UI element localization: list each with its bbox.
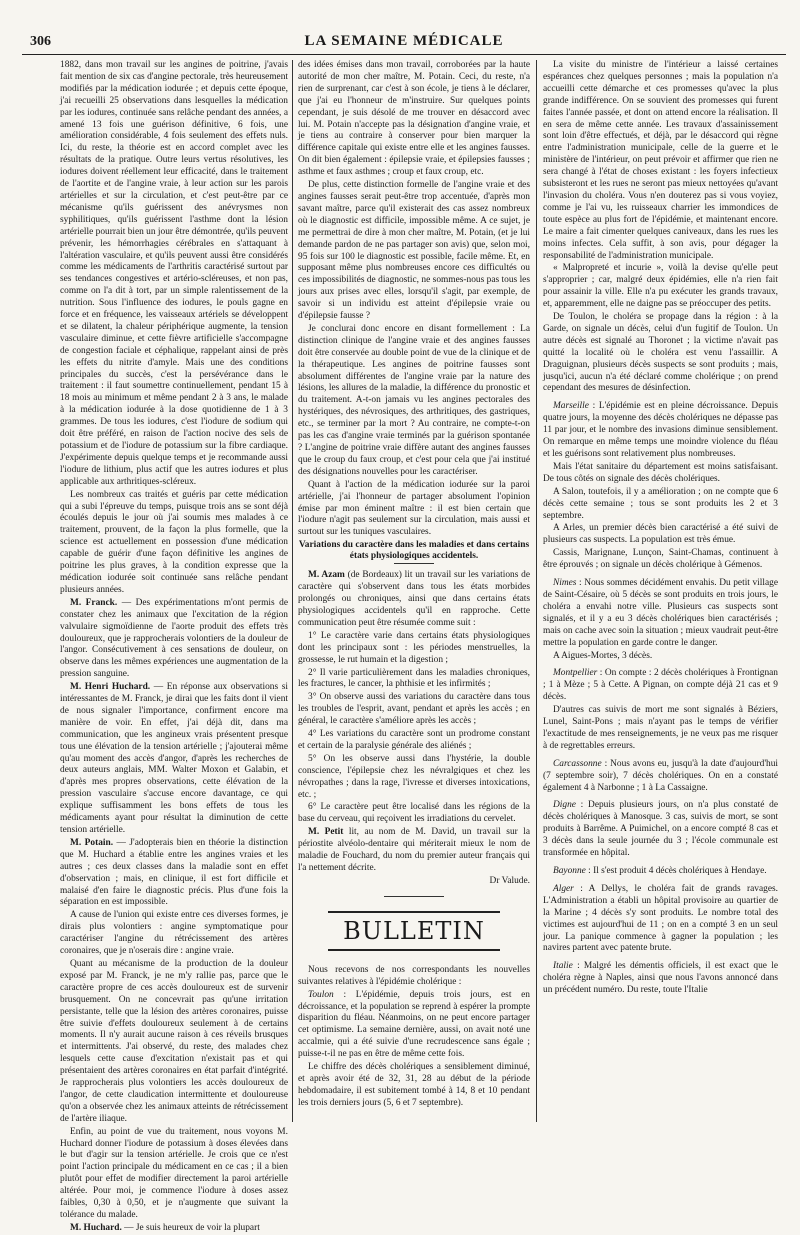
paragraph: A cause de l'union qui existe entre ces diverses formes, je dirais plus volontiers : angine symptomatique pour caractériser l'angine du rétrécissement des artères coronaires, que je n'oserais dire : angine vraie.: [60, 910, 288, 957]
list-item: 2° Il varie particulièrement dans les maladies chroniques, les fractures, le cancer, la phthisie et les infirmités ;: [298, 667, 530, 690]
place-name: Bayonne: [553, 866, 586, 876]
paragraph: [543, 578, 778, 649]
speech-text: — J'adopterais bien en théorie la distinction que M. Huchard a établie entre les angines vraies et les autres ; ces deux classes dans la maladie sont en effet d'observation ; mais, en clinique, il est fort difficile et malaisé d'en faire le diagnostic précis. Plus d'une fois la séparation en est impossible.: [60, 837, 288, 908]
speaker-name: M. Petit: [308, 827, 344, 838]
speech-text: (de Bordeaux) lit un travail sur les variations de caractère qui s'observent dans tous les états morbides prolongés ou chroniques, ainsi que dans certains états physiologiques accidentels qu'il en rapproche. Cette communication peut être résumée comme suit :: [298, 570, 530, 628]
separator: [384, 896, 444, 897]
paragraph: D'autres cas suivis de mort me sont signalés à Béziers, Lunel, Saint-Pons ; mais n'ayant pas le temps de vérifier l'exactitude de mes renseignements, je ne veux pas me risquer à de regrettables erreurs.: [543, 705, 778, 751]
column-2: [298, 60, 530, 1120]
paragraph: [298, 827, 530, 875]
page-number: 306: [30, 34, 51, 49]
report-text: : Depuis plusieurs jours, on n'a plus constaté de décès cholériques à Manosque. 3 cas, suivis de mort, se sont produits à Barrême. A Puimichel, on a encore compté 8 cas et 3 décès dans la seule journée du 3 ; l'école communale est transformée en hôpital.: [543, 800, 778, 859]
paragraph: De Toulon, le choléra se propage dans la région : à la Garde, on signale un décès, celui d'un fugitif de Toulon. Un autre décès est signalé au Thoronet ; la victime n'avait pas quitté la localité où le choléra est venu l'assaillir. A Draguignan, plusieurs décès suspects se sont produits ; mais, jusqu'ici, aucun n'a été déclaré comme cholérique ; on prend cependant des mesures de désinfection.: [543, 312, 778, 394]
journal-title: LA SEMAINE MÉDICALE: [304, 33, 504, 49]
paragraph: des idées émises dans mon travail, corroborées par la haute autorité de mon cher maître, M. Potain. Ceci, du reste, n'a rien de surprenant, car c'est à son école, je tiens à le déclarer, que j'ai eu l'honneur de m'instruire. Sur quelques points cependant, je suis désolé de me trouver en désaccord avec lui. M. Potain n'accepte pas la désignation d'angine vraie, et je tiens au contraire à conserver pour bien marquer la différence capitale qui existe entre elle et les angines fausses. On dit bien également : épilepsie vraie, et épilepsies fausses ; asthme et faux asthmes ; croup et faux croup, etc.: [298, 60, 530, 178]
paragraph: [543, 866, 778, 878]
paragraph: 1882, dans mon travail sur les angines de poitrine, j'avais fait mention de six cas d'angine pectorale, très heureusement modifiés par la médication iodurée ; et depuis cette époque, j'ai recueilli 25 observations dans lesquelles la médication par les iodures, continuée sans relâche pendant des années, a amené 13 fois une guérison définitive, 6 fois, une amélioration considérable, 4 fois seulement des effets nuls. Ici, du reste, la théorie est en accord complet avec les résultats de la pratique. Outre leurs vertus résolutives, les iodures doivent réellement leur efficacité, dans le traitement de l'aortite et de l'angine vraie, à leur action sur les parois artérielles et sur la circulation, et c'est peut-être par ce mécanisme qu'ils guérissent des anévrysmes non syphilitiques, qu'ils guérissent l'asthme dont la lésion artérielle pourrait bien un jour être démontrée, qu'ils peuvent prévenir, les hémorrhagies cérébrales en s'attaquant à l'altération vasculaire, et qu'ils peuvent aussi être considérés comme les médicaments de l'arthritis caractérisé surtout par ses tendances congestives et artério-scléreuses, et non pas, comme on l'a dit à tort, par un simple ralentissement de la nutrition. Sous l'influence des iodures, le pouls gagne en force et en fréquence, les vaisseaux artériels se développent et se dilatent, la chaleur périphérique augmente, la tension vasculaire diminue, et cette fièvre artificielle s'accompagne de congestion faciale et céphalique, rappelant ainsi de près les effets du nitrite d'amyle. Mais une des conditions principales du succès, c'est la persévérance dans le traitement : il faut soumettre continuellement, pendant 15 à 18 mois au minimum et même pendant 2 à 3 ans, le malade à la médication iodurée à la dose quotidienne de 1 à 3 grammes. De tous les iodures, c'est l'iodure de sodium qui doit être préféré, en raison de l'action nocive des sels de potassium et de l'iodure de potassium sur la fibre cardiaque. J'expérimente depuis quelque temps et je recommande aussi l'iodure de lithium, plus actif que les autres iodures et plus applicable aux arthritiques-scléreux.: [60, 60, 288, 487]
column-1: [60, 60, 289, 1233]
paragraph: [60, 838, 288, 909]
paragraph: Mais l'état sanitaire du département est moins satisfaisant. De tous côtés on signale des décès cholériques.: [543, 461, 778, 484]
report-text: : L'épidémie, depuis trois jours, est en décroissance, et la population se reprend à espérer la prompte disparition du fléau. Néanmoins, on ne peut encore partager cet optimisme. La semaine dernière, aussi, on avait noté une accalmie, qui a été suivie d'une recrudescence sans égale ; puisse-t-il ne pas en être de même cette fois.: [298, 989, 530, 1060]
paragraph: [543, 401, 778, 461]
bulletin-title: BULLETIN: [343, 916, 485, 945]
column-3: [543, 60, 778, 1120]
place-name: Marseille: [553, 401, 589, 412]
report-text: : Malgré les démentis officiels, il est exact que le choléra règne à Naples, ainsi que nous l'avons annoncé dans un précédent numéro. Du reste, toute l'Italie: [543, 961, 778, 996]
paragraph: [60, 1223, 288, 1235]
report-text: : Nous sommes décidément envahis. Du petit village de Saint-Césaire, où 5 décès se sont produits en trois jours, le choléra a envahi notre ville. Plusieurs cas suspects sont signalés, et il y a eu 3 décès cholériques bien caractérisés ; mais on cache avec soin la situation ; mieux vaudrait peut-être mettre la population en garde contre le danger.: [543, 578, 778, 648]
list-item: 6° Le caractère peut être localisé dans les régions de la base du cerveau, qui reçoivent les irradiations du cervelet.: [298, 802, 530, 825]
paragraph: La visite du ministre de l'intérieur a laissé certaines espérances chez quelques personnes ; mais la population n'a accueilli cette démarche et ces promesses qu'avec la plus grande indifférence. On se souvient des promesses qui furent faites l'année passée, et dont on attend encore la réalisation. Il en sera de même cette année. Les travaux d'assainissement sont loin d'être effectués, et déjà, par le désaccord qui règne entre l'administration municipale, celle de la guerre et le ministère de l'intérieur, on peut prévoir et affirmer que rien ne sera changé à l'état de choses existant : les foyers infectieux subsisteront et les rues ne seront pas mieux nettoyées qu'avant l'invasion du choléra. Vous n'en douterez pas si vous voyiez, comme je l'ai vu, les ruisseaux charrier les immondices de toute espèce au plus fort de l'épidémie, et maintenant encore. Le maire a fait cimenter quelques caniveaux, dans les rues les moins infectes. Cela suffit, à son avis, pour dégager la responsabilité de l'administration municipale.: [543, 60, 778, 261]
section-divider: [394, 563, 434, 564]
list-item: 4° Les variations du caractère sont un prodrome constant et certain de la paralysie générale des aliénés ;: [298, 729, 530, 751]
place-name: Digne: [553, 800, 576, 811]
paragraph: Le chiffre des décès cholériques a sensiblement diminué, et après avoir été de 32, 31, 28 au début de la période hebdomadaire, il est subitement tombé à 14, 8 et 10 pendant les trois derniers jours (5, 6 et 7 septembre).: [298, 1062, 530, 1108]
paragraph: Nous recevons de nos correspondants les nouvelles suivantes relatives à l'épidémie cholérique :: [298, 964, 530, 987]
place-name: Alger: [553, 883, 574, 894]
place-name: Italie: [553, 961, 573, 972]
list-item: 1° Le caractère varie dans certains états physiologiques dont les principaux sont : les périodes menstruelles, la grossesse, le rut humain et la digestion ;: [298, 630, 530, 665]
paragraph: A Aigues-Mortes, 3 décès.: [553, 650, 653, 661]
paragraph: [543, 800, 778, 860]
speaker-name: M. Huchard.: [70, 1222, 122, 1233]
paragraph: Je conclurai donc encore en disant formellement : La distinction clinique de l'angine vraie et des angines fausses doit être conservée au double point de vue de la clinique et de la thérapeutique. Les angines de poitrine fausses sont absolument différentes de l'angine vraie par la nature des lésions, les allures de la maladie, la différence du pronostic et du traitement. A-t-on jamais vu les angines pectorales des hystériques, des névrosiques, des arthritiques, des gastriques, etc., se terminer par la mort ? Au contraire, ne compte-t-on pas les cas d'angine vraie terminés par la guérison spontanée ? L'angine de poitrine vraie diffère autant des angines fausses que le croup du faux croup, et c'est pour cela que j'ai institué des désignations nouvelles pour les caractériser.: [298, 323, 530, 477]
place-name: Montpellier: [553, 668, 598, 679]
paragraph: [543, 961, 778, 997]
author-signature: Dr Valude.: [489, 875, 530, 886]
speaker-name: M. Azam: [308, 570, 345, 581]
report-text: : A Dellys, le choléra fait de grands ravages. L'Administration a établi un hôpital provisoire au quartier de la Marine ; 4 décès s'y sont produits. Le nombre total des victimes est aujourd'hui de 11 ; on en a compté 3 en un seul jour. La panique commence à gagner la population ; les navires partent avec patente brute.: [543, 883, 778, 954]
paragraph: [60, 598, 288, 681]
paragraph: De plus, cette distinction formelle de l'angine vraie et des angines fausses serait peut-être trop accentuée, d'après mon savant maître, parce qu'il existerait des cas assez nombreux où le diagnostic est difficile, impossible même. A ce sujet, je me permettrai de dire à mon cher maître, M. Potain, (et je lui demande pardon de ne pas partager son avis) que, selon moi, 95 fois sur 100 le diagnostic est possible, facile même. Et, en supposant même plus nombreuses encore ces difficultés ou ces impossibilités de diagnostic, ne sommes-nous pas tous les jours aux prises avec elles, lorsqu'il s'agit, par exemple, de savoir si un individu est atteint d'épilepsie vraie ou d'épilepsie fausse ?: [298, 180, 530, 322]
bulletin-heading-box: [328, 911, 500, 951]
paragraph: [60, 682, 288, 837]
report-text: : On compte : 2 décès cholériques à Frontignan ; 1 à Mèze ; 5 à Cette. A Pignan, on compte déjà 21 cas et 9 décès.: [543, 668, 778, 703]
paragraph: Enfin, au point de vue du traitement, nous voyons M. Huchard donner l'iodure de potassium à doses élevées dans le but d'agir sur la tension artérielle. Je crois que ce n'est point l'action principale du médicament en ce cas ; il a bien plutôt pour effet de modifier directement la paroi artérielle altérée. Pour moi, je commence l'iodure à doses assez faibles, 0,30 à 0,50, et je n'augmente que suivant la tolérance du malade.: [60, 1126, 288, 1220]
list-item: 5° On les observe aussi dans l'hystérie, la double conscience, l'épilepsie chez les névralgiques et chez les névropathes ; dans la rage, l'ivresse et diverses intoxications, etc. ;: [298, 753, 530, 800]
paragraph: [543, 884, 778, 955]
place-name: Toulon: [308, 989, 334, 1000]
report-text: : L'épidémie est en pleine décroissance. Depuis quatre jours, la moyenne des décès cholériques ne dépasse pas 11 par jour, et le nombre des invasions diminue sensiblement. On remarque en même temps une moindre violence du fléau et les guérisons sont relativement plus nombreuses.: [543, 401, 778, 459]
paragraph: [543, 668, 778, 704]
place-name: Nimes: [553, 578, 577, 589]
paragraph: Quant au mécanisme de la production de la douleur exposé par M. Franck, je ne m'y rallie pas, parce que le caractère propre de ces accès douloureux est de survenir brusquement. On ne concevrait pas qu'une irritation persistante, telle que la lésion des artères coronaires, puisse être suivie d'effets douloureux seulement à de certains moments. Il n'y aurait aucune raison à ces réveils brusques et intermittents. J'ai observé, du reste, des malades chez lesquels cette cause d'excitation n'existait pas et qui présentaient des artères coronaires en état parfait d'intégrité. Je rapprocherais plus volontiers les accès douloureux de l'angor, de cette claudication intermittente et douloureuse qu'on a observée chez les animaux atteints de rétrécissement de l'artère iliaque.: [60, 958, 288, 1124]
report-text: : Nous avons eu, jusqu'à la date d'aujourd'hui (7 septembre soir), 7 décès cholériques. On en a constaté également 4 à Narbonne ; 1 à La Cassaigne.: [543, 758, 778, 793]
speaker-name: M. Franck.: [70, 597, 118, 608]
paragraph: A Arles, un premier décès bien caractérisé a été suivi de plusieurs cas suspects. La population est très émue.: [543, 523, 778, 546]
speech-text: — En réponse aux observations si intéressantes de M. Franck, je dirai que les faits dont il vient de nous signaler l'importance, confirment encore ma manière de voir. En effet, j'ai déjà dit, dans ma communication, que les angineux vrais présentent presque tous une élévation de la tension artérielle ; j'ajouterai même qu'au moment des accès d'angor, d'après les recherches de deux auteurs anglais, MM. Walter Moxon et Galabin, et d'après mes propres observations, cette élévation de la pression vasculaire s'accuse encore davantage, ce qui explique suffisamment les bons effets de tous les médicaments ayant pour résultat la diminution de cette tension artérielle.: [60, 682, 288, 835]
page-header: [22, 30, 786, 55]
place-name: Carcassonne: [553, 758, 602, 769]
paragraph: A Salon, toutefois, il y a amélioration ; on ne compte que 6 décès cette semaine ; tous se sont produits les 2 et 3 septembre.: [543, 486, 778, 521]
paragraph: Les nombreux cas traités et guéris par cette médication qui a subi l'épreuve du temps, puisque trois ans se sont déjà écoulés depuis le jour où j'ai soumis mes malades à ce traitement, prouvent, de la façon la plus formelle, que la science est actuellement en possession d'une médication capable de guérir d'une façon définitive les angines de poitrine les plus graves, à la condition expresse que la médication iodurée soit continuée sans relâche pendant plusieurs années.: [60, 489, 288, 595]
speaker-name: M. Potain.: [70, 837, 114, 848]
speech-text: — Je suis heureux de voir la plupart: [121, 1222, 260, 1233]
report-text: : Il s'est produit 4 décès cholériques à Hendaye.: [585, 866, 767, 876]
speech-text: lit, au nom de M. David, un travail sur la périostite alvéolo-dentaire qui mériterait mieux le nom de maladie de Fouchard, du nom du premier auteur français qui l'a nettement décrite.: [298, 827, 530, 873]
paragraph: Cassis, Marignane, Lunçon, Saint-Chamas, continuent à être éprouvés ; on signale un décès cholérique à Gémenos.: [543, 548, 778, 571]
column-divider: [292, 60, 293, 1122]
list-item: 3° On observe aussi des variations du caractère dans tous les troubles de l'esprit, avant, pendant et après les accès ; en général, le caractère s'améliore après les accès ;: [298, 692, 530, 727]
column-divider: [536, 60, 537, 1122]
paragraph: « Malpropreté et incurie », voilà la devise qu'elle peut s'approprier ; car, malgré deux épidémies, elle n'a rien fait pour assainir la ville. Elle n'a pu exécuter les grands travaux, et, apparemment, elle ne daigne pas se préoccuper des petits.: [543, 263, 778, 310]
paragraph: [298, 570, 530, 630]
speaker-name: M. Henri Huchard.: [70, 682, 151, 693]
paragraph: Quant à l'action de la médication iodurée sur la paroi artérielle, j'ai l'honneur de partager absolument l'opinion émise par mon éminent maître : il est bien certain que l'iodure n'agit pas seulement sur la circulation, mais aussi et surtout sur les tuniques vasculaires.: [298, 479, 530, 538]
section-title: Variations du caractère dans les maladies et dans certains états physiologiques accidentels.: [298, 540, 530, 562]
speech-text: — Des expérimentations m'ont permis de constater chez les animaux que l'excitation de la région valvulaire sigmoïdienne de l'aorte produit des effets très douloureux, que je rapprocherais volontiers de la douleur de l'angor. Consécutivement à ces sensations de douleur, on observe dans les mêmes expériences une augmentation de la pression sanguine.: [60, 597, 289, 680]
paragraph: [298, 990, 530, 1061]
paragraph: [543, 759, 778, 795]
